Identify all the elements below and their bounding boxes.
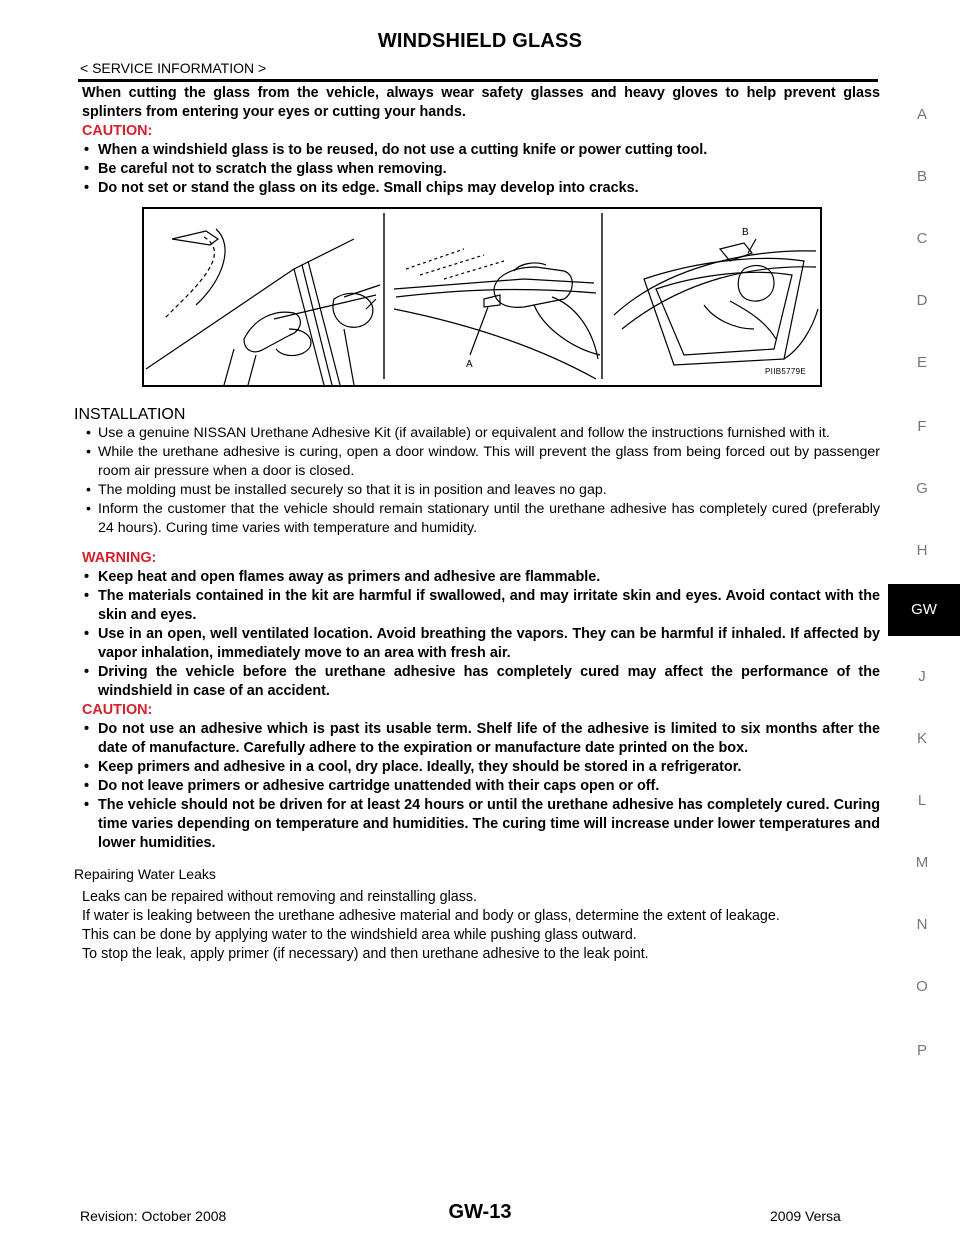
tab-d[interactable]: D [916, 292, 928, 309]
tab-o[interactable]: O [916, 978, 928, 995]
installation-item: • The molding must be installed securely so that it is in position and leaves no gap. [82, 481, 880, 500]
warning-item: • Use in an open, well ventilated location. Avoid breathing the vapors. They can be harmful if inhaled. If affected by vapor inhalation, immediately move to an area with fresh air. [82, 625, 880, 663]
footer-revision: Revision: October 2008 [80, 1208, 227, 1224]
repair-heading: Repairing Water Leaks [74, 866, 216, 882]
page-title: WINDSHIELD GLASS [377, 30, 583, 52]
tab-l[interactable]: L [917, 792, 927, 809]
tab-j[interactable]: J [918, 668, 926, 685]
header-divider [78, 79, 878, 82]
warning-list [82, 568, 880, 701]
installation-item: • While the urethane adhesive is curing, open a door window. This will prevent the glass from being forced out by passenger room air pressure when a door is closed. [82, 443, 880, 481]
tab-gw-active[interactable]: GW [888, 584, 960, 636]
caution-list [82, 141, 880, 198]
caution-item: • Be careful not to scratch the glass when removing. [82, 160, 880, 179]
tab-g[interactable]: G [916, 480, 928, 497]
repair-text [82, 888, 880, 964]
installation-item: • Use a genuine NISSAN Urethane Adhesive Kit (if available) or equivalent and follow the instructions furnished with it. [82, 424, 880, 443]
glass-cutting-illustration [142, 207, 822, 387]
warning-item: • Keep heat and open flames away as primers and adhesive are flammable. [82, 568, 880, 587]
tab-a[interactable]: A [916, 106, 927, 123]
caution-item: • Do not use an adhesive which is past its usable term. Shelf life of the adhesive is limited to six months after the date of manufacture. Carefully adhere to the expiration or manufacture date printed on the box. [82, 720, 880, 758]
repair-line: To stop the leak, apply primer (if necessary) and then urethane adhesive to the leak point. [82, 946, 649, 962]
callout-b: B [742, 227, 749, 238]
caution-label: CAUTION: [82, 123, 153, 139]
caution-item: • Do not leave primers or adhesive cartridge unattended with their caps open or off. [82, 777, 880, 796]
tab-p[interactable]: P [916, 1042, 927, 1059]
section-tabs [884, 0, 960, 1242]
footer-page-number: GW-13 [448, 1201, 512, 1223]
tab-e[interactable]: E [916, 354, 927, 371]
caution-item: • Keep primers and adhesive in a cool, dry place. Ideally, they should be stored in a refrigerator. [82, 758, 880, 777]
tab-n[interactable]: N [916, 916, 928, 933]
caution-item: • When a windshield glass is to be reused, do not use a cutting knife or power cutting tool. [82, 141, 880, 160]
callout-a: A [466, 359, 473, 370]
caution-label: CAUTION: [82, 702, 153, 718]
footer-model: 2009 Versa [770, 1208, 841, 1224]
installation-heading: INSTALLATION [74, 406, 186, 423]
repair-line: This can be done by applying water to the windshield area while pushing glass outward. [82, 927, 637, 943]
intro-warning-text: When cutting the glass from the vehicle, always wear safety glasses and heavy gloves to help prevent glass splinters from entering your eyes or cutting your hands. [82, 85, 880, 120]
tab-k[interactable]: K [916, 730, 927, 747]
figure-code: PIIB5779E [765, 367, 806, 376]
tab-c[interactable]: C [916, 230, 928, 247]
tab-m[interactable]: M [915, 854, 929, 871]
caution-item: • The vehicle should not be driven for at least 24 hours or until the urethane adhesive has completely cured. Curing time varies depending on temperature and humidities. The curing time will increase under lower temperatures and lower humidities. [82, 796, 880, 853]
caution-list [82, 720, 880, 853]
installation-item: • Inform the customer that the vehicle should remain stationary until the urethane adhesive has completely cured (preferably 24 hours). Curing time varies with temperature and humidity. [82, 500, 880, 538]
tab-b[interactable]: B [916, 168, 927, 185]
warning-item: • The materials contained in the kit are harmful if swallowed, and may irritate skin and eyes. Avoid contact with the skin and eyes. [82, 587, 880, 625]
tab-f[interactable]: F [917, 418, 927, 435]
illustration-drawing [144, 209, 820, 385]
tab-h[interactable]: H [916, 542, 928, 559]
section-breadcrumb: < SERVICE INFORMATION > [80, 60, 267, 76]
repair-line: If water is leaking between the urethane adhesive material and body or glass, determine the extent of leakage. [82, 908, 780, 924]
warning-item: • Driving the vehicle before the urethane adhesive has completely cured may affect the performance of the windshield in case of an accident. [82, 663, 880, 701]
warning-block [82, 549, 880, 853]
installation-list [82, 424, 880, 538]
page-content [74, 84, 880, 964]
warning-label: WARNING: [82, 550, 157, 566]
caution-item: • Do not set or stand the glass on its edge. Small chips may develop into cracks. [82, 179, 880, 198]
repair-line: Leaks can be repaired without removing and reinstalling glass. [82, 889, 477, 905]
